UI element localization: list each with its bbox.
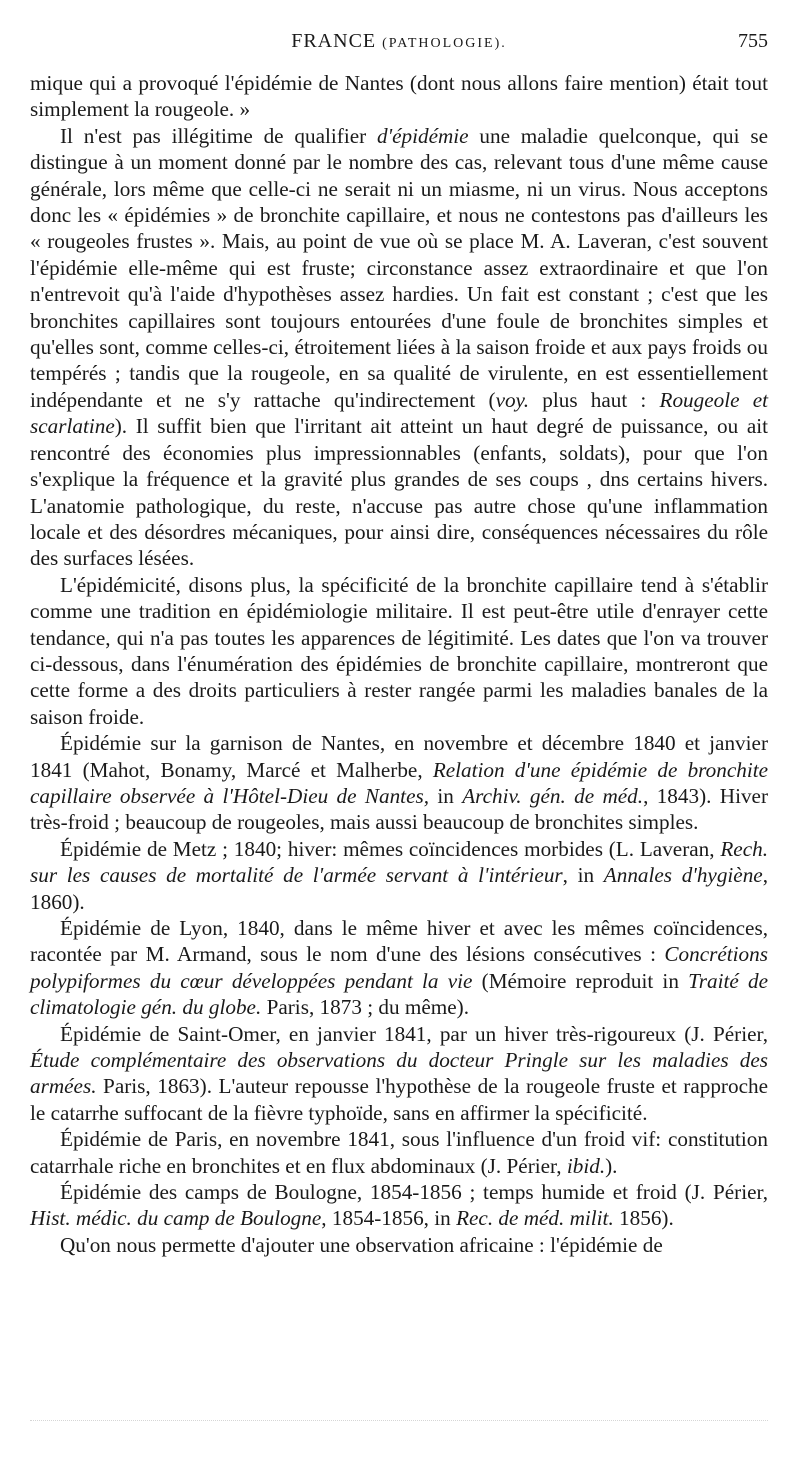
text-run: plus haut : <box>529 387 660 412</box>
running-title <box>30 30 768 53</box>
text-run: Épidémie de Saint-Omer, en janvier 1841, par un hiver très-rigoureux (J. Périer, <box>60 1021 768 1046</box>
paragraph <box>30 70 768 123</box>
italic-text: Relation d'une épidémie de bronchite capillaire observée à l'Hôtel-Dieu de Nantes, <box>30 757 769 808</box>
running-title-main: FRANCE <box>291 30 377 52</box>
italic-text: Rougeole et scarlatine <box>30 387 768 439</box>
text-run: 1856). <box>613 1206 674 1231</box>
running-title-sub: (PATHOLOGIE). <box>382 36 507 51</box>
italic-text: Hist. médic. du camp de Boulogne <box>30 1206 322 1231</box>
italic-text: d'épidémie <box>376 123 469 148</box>
footer-rule <box>30 1420 768 1427</box>
text-run: Paris, 1873 ; du même). <box>261 995 469 1020</box>
text-run: (Mémoire reproduit in <box>472 968 689 993</box>
text-run: Qu'on nous permette d'ajouter une observation africaine : l'épidémie de <box>60 1232 663 1257</box>
text-run: , 1843). Hiver très-froid ; beaucoup de rougeoles, mais aussi beaucoup de bronchites simples. <box>30 783 769 835</box>
text-run: , 1854-1856, in <box>321 1206 457 1231</box>
text-run: Épidémie de Metz ; 1840; hiver: mêmes coïncidences morbides (L. Laveran, <box>60 836 721 861</box>
page-number: 755 <box>738 30 768 52</box>
italic-text: voy. <box>495 387 530 412</box>
paragraph <box>30 1126 768 1179</box>
text-run: Épidémie sur la garnison de Nantes, en novembre et décembre 1840 et janvier 1841 (Mahot, Bonamy, Marcé et Malherbe, <box>30 731 768 782</box>
paragraph <box>30 915 768 1021</box>
text-run: , 1860). <box>30 863 769 914</box>
text-run: in <box>429 783 463 808</box>
italic-text: Rec. de méd. milit. <box>456 1206 614 1231</box>
text-run: ). <box>605 1153 618 1178</box>
paragraph <box>30 572 768 730</box>
text-run: Paris, 1863). L'auteur repousse l'hypothèse de la rougeole fruste et rapproche le catarrhe suffocant de la fièvre typhoïde, sans en affirmer la spécificité. <box>30 1074 768 1125</box>
text-run: une maladie quelconque, qui se distingue à un moment donné par le nombre des cas, relevant tous d'une même cause générale, lors même que celle-ci ne serait ni un miasme, ni un virus. Nous acceptons donc les « épidémies » de bronchite capillaire, et nous ne contestons pas d'ailleurs les « rougeoles frustes ». Mais, au point de vue où se place M. A. Laveran, c'est souvent l'épidémie elle-même qui est fruste; circonstance assez extraordinaire et que l'on n'entrevoit qu'à l'aide d'hypothèses assez hardies. Un fait est constant ; c'est que les bronchites capillaires sont toujours entourées d'une foule de bronchites simples et qu'elles sont, comme celles-ci, étroitement liées à la saison froide et aux pays froids ou tempérés ; tandis que la rougeole, en sa qualité de virulente, en est essentiellement indépendante et ne s'y rattache qu'indirectement ( <box>30 123 768 412</box>
page <box>30 0 768 1258</box>
paragraph <box>30 123 768 572</box>
text-run: L'épidémicité, disons plus, la spécificité de la bronchite capillaire tend à s'établir comme une tradition en épidémiologie militaire. Il est peut-être utile d'enrayer cette tendance, qui n'a pas toutes les apparences de légitimité. Les dates que l'on va trouver ci-dessous, dans l'énumération des épidémies de bronchite capillaire, montreront que cette forme a des droits particuliers à rester rangée parmi les maladies banales de la saison froide. <box>30 572 768 729</box>
italic-text: Rech. sur les causes de mortalité de l'armée servant à l'intérieur <box>30 836 768 888</box>
text-run: , in <box>562 863 604 888</box>
italic-text: Concrétions polypiformes du cœur développées pendant la vie <box>30 942 768 993</box>
text-run: Épidémie de Lyon, 1840, dans le même hiver et avec les mêmes coïncidences, racontée par M. Armand, sous le nom d'une des lésions consécutives : <box>30 916 768 967</box>
italic-text: ibid. <box>566 1153 606 1178</box>
paragraph <box>30 730 768 836</box>
body-text <box>30 70 768 1258</box>
text-run: Épidémie des camps de Boulogne, 1854-1856 ; temps humide et froid (J. Périer, <box>60 1180 768 1205</box>
paragraph <box>30 836 768 915</box>
text-run: Épidémie de Paris, en novembre 1841, sous l'influence d'un froid vif: constitution catarrhale riche en bronchites et en flux abdominaux (J. Périer, <box>30 1127 768 1178</box>
text-run: mique qui a provoqué l'épidémie de Nantes (dont nous allons faire mention) était tout simplement la rougeole. » <box>30 71 768 122</box>
text-run: Il n'est pas illégitime de qualifier <box>60 123 377 148</box>
italic-text: Archiv. gén. de méd. <box>462 783 644 808</box>
text-run: ). Il suffit bien que l'irritant ait atteint un haut degré de puissance, ou ait rencontré des économies plus impressionnables (enfants, soldats), pour que l'on s'explique la fréquence et la gravité plus grandes de ses coups , dns certains hivers. L'anatomie pathologique, du reste, n'accuse pas autre chose qu'une inflammation locale et des désordres mécaniques, pour ainsi dire, conséquences nécessaires du rôle des surfaces lésées. <box>30 414 768 571</box>
paragraph <box>30 1021 768 1127</box>
italic-text: Traité de climatologie gén. du globe. <box>30 968 768 1020</box>
paragraph <box>30 1232 768 1258</box>
italic-text: Annales d'hygiène <box>603 863 763 888</box>
italic-text: Étude complémentaire des observations du docteur Pringle sur les maladies des armées. <box>30 1048 768 1099</box>
running-header <box>30 0 768 70</box>
paragraph <box>30 1179 768 1232</box>
